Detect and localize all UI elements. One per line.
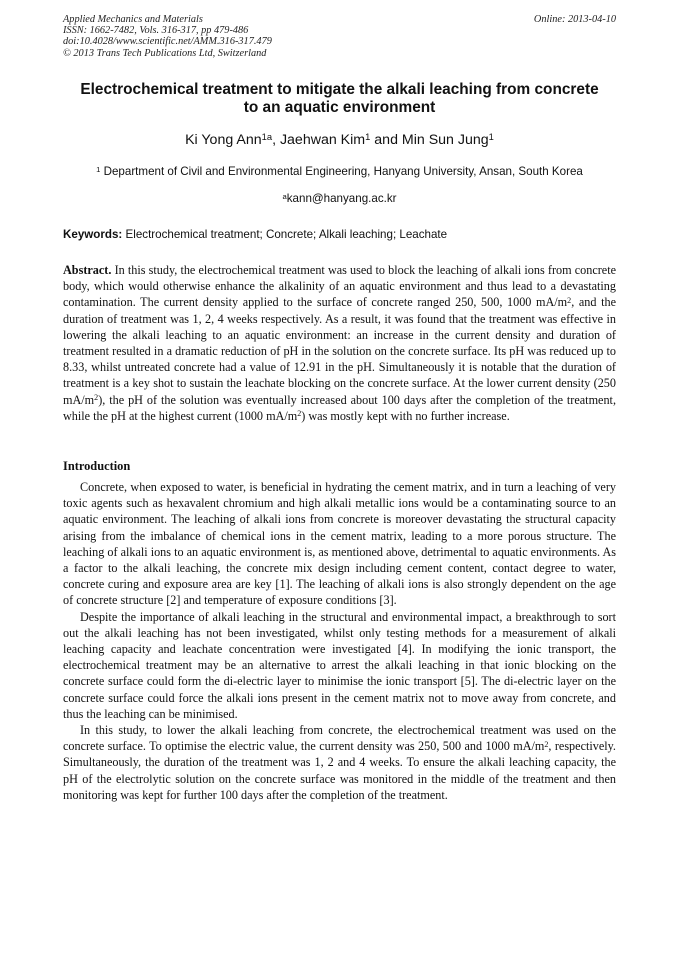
author-separator: , xyxy=(272,132,280,148)
superscript: 2 xyxy=(567,295,572,305)
introduction-section xyxy=(63,479,616,803)
superscript: 2 xyxy=(94,393,99,403)
affiliation xyxy=(63,164,616,179)
superscript: 2 xyxy=(544,739,549,749)
paragraph-text: In this study, to lower the alkali leaching from concrete, the electrochemical treatment was used on the concrete surface. To optimise the electric value, the current density was 250, 500 and 1000 mA/m xyxy=(63,723,616,754)
journal-name: Applied Mechanics and Materials xyxy=(63,14,203,25)
affiliation-mark: 1 xyxy=(96,164,101,174)
paragraph: Concrete, when exposed to water, is beneficial in hydrating the cement matrix, and in turn a leaching of very toxic agents such as hexavalent chromium and high alkali metallic ions would be a contaminating source to an aquatic environment. The leaching of alkali ions from concrete is moreover devastating the structural capacity arising from the imbalance of chemical ions in the cement matrix, leading to a more porous structure. The leaching of alkali ions to an aquatic environment is, as mentioned above, detrimental to aquatic environments. As a factor to the alkali leaching, the concrete mix design including cement content, contact degree to water, concrete curing and exposure area are key [1]. The leaching of alkali ions is also strongly dependent on the age of concrete structure [2] and temperature of exposure conditions [3]. xyxy=(63,480,616,608)
keywords xyxy=(63,227,616,242)
section-heading-introduction: Introduction xyxy=(63,459,131,473)
online-date: Online: 2013-04-10 xyxy=(533,14,616,25)
author-affiliation-mark: 1 xyxy=(488,131,494,142)
author-name: Ki Yong Ann xyxy=(185,132,262,148)
author-list xyxy=(63,131,616,149)
paragraph xyxy=(63,722,616,803)
abstract-text: In this study, the electrochemical treatment was used to block the leaching of alkali ions from concrete body, which would otherwise enhance the alkalinity of an aquatic environment and thus lead to a devastating contamination. The current density applied to the surface of concrete ranged 250, 500, 1000 mA/m xyxy=(63,263,616,310)
superscript: 2 xyxy=(297,409,302,419)
title-line-1: Electrochemical treatment to mitigate the alkali leaching from concrete xyxy=(80,81,599,98)
author-name: Jaehwan Kim xyxy=(279,132,366,148)
journal-header xyxy=(63,14,616,59)
abstract-text: ) was mostly kept with no further increase. xyxy=(301,408,510,423)
paragraph-text: , respectively. Simultaneously, the duration of the treatment was 1, 2 and 4 weeks. To ensure the alkali leaching capacity, the pH of the electrolytic solution on the concrete surface was monitored in the middle of the treatment and then monitoring was kept for further 100 days after the completion of the treatment. xyxy=(63,739,616,802)
copyright-line: © 2013 Trans Tech Publications Ltd, Switzerland xyxy=(63,47,267,59)
author-affiliation-mark: 1a xyxy=(261,131,273,142)
keywords-text: Electrochemical treatment; Concrete; Alkali leaching; Leachate xyxy=(125,228,448,241)
paper-title xyxy=(63,81,616,117)
author-separator: and xyxy=(370,132,402,148)
paragraph: Despite the importance of alkali leaching in the structural and environmental impact, a breakthrough to sort out the alkali leaching has not been investigated, whilst only testing methods for a measurement of alkali leaching capacity and leachate concentration were investigated [4]. In modifying the ionic transport, the electrochemical treatment may be an alternative to arrest the alkali leaching in that ionic blocking on the concrete surface could form the di-electric layer to minimise the ionic transport [5]. The di-electric layer on the concrete surface could force the alkali ions present in the cement matrix not to move away from concrete, and thus the leaching can be minimised. xyxy=(63,609,616,721)
email-mark: a xyxy=(282,191,287,201)
issn-line: ISSN: 1662-7482, Vols. 316-317, pp 479-486 xyxy=(63,25,249,37)
abstract-text: ), the pH of the solution was eventually increased about 100 days after the completion of the treatment, while the pH at the highest current (1000 mA/m xyxy=(63,392,616,423)
email-address[interactable]: kann@hanyang.ac.kr xyxy=(286,192,397,205)
affiliation-text: Department of Civil and Environmental Engineering, Hanyang University, Ansan, South Korea xyxy=(103,165,583,178)
keywords-label: Keywords: xyxy=(63,228,123,241)
author-affiliation-mark: 1 xyxy=(365,131,371,142)
author-name: Min Sun Jung xyxy=(401,132,489,148)
abstract xyxy=(63,262,616,424)
doi-line: doi:10.4028/www.scientific.net/AMM.316-317.479 xyxy=(63,36,272,48)
abstract-label: Abstract. xyxy=(63,263,112,277)
title-line-2: to an aquatic environment xyxy=(243,99,436,116)
author-email xyxy=(63,191,616,206)
abstract-text: , and the duration of treatment was 1, 2, 4 weeks respectively. As a result, it was found that the treatment was effective in lowering the alkali leaching to an aquatic environment: an increase in the current density and duration of treatment resulted in a dramatic reduction of pH in the solution on the concrete surface. Its pH was reduced up to 8.33, whilst untreated concrete had a value of 12.91 in the pH. Simultaneously it is notable that the duration of treatment is a key shot to sustain the leachate blocking on the concrete surface. At the lower current density (250 mA/m xyxy=(63,295,616,407)
